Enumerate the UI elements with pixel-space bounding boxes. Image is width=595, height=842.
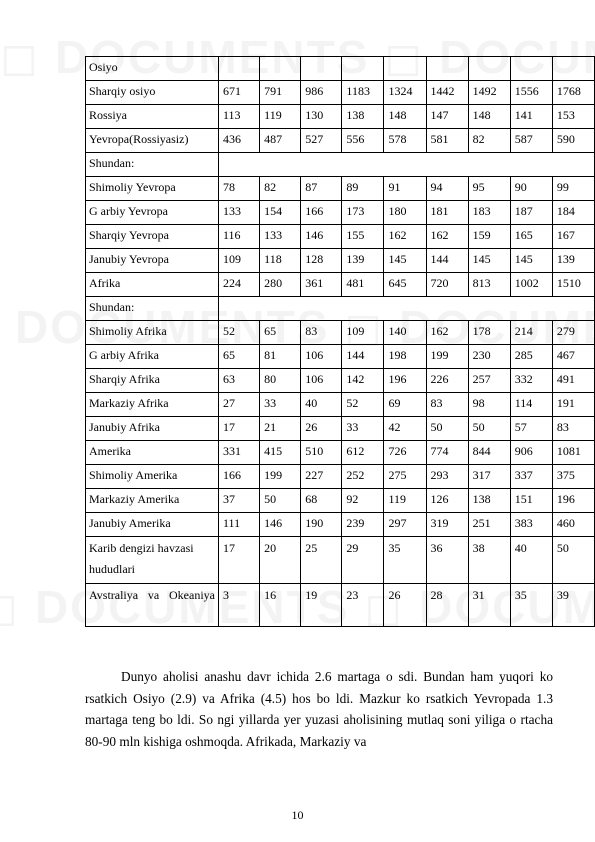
row-label: Osiyo: [86, 57, 219, 81]
span-cell: [219, 153, 595, 177]
table-cell: 57: [510, 417, 552, 441]
table-cell: 578: [384, 129, 426, 153]
body-paragraph: Dunyo aholisi anashu davr ichida 2.6 martaga o sdi. Bundan ham yuqori ko rsatkich Osiyo (2.9) va Afrika (4.5) hos bo ldi. Mazkur ko rsatkich Yevropada 1.3 martaga teng bo ldi. So ngi yillarda yer yuzasi aholisining mutlaq soni yiliga o rtacha 80-90 mln kishiga oshmoqda. Afrikada, Markaziy va: [85, 669, 553, 749]
table-cell: 27: [219, 393, 260, 417]
table-cell: 491: [552, 369, 594, 393]
table-cell: 37: [219, 489, 260, 513]
table-cell: 40: [301, 393, 342, 417]
table-row: [86, 81, 595, 105]
table-cell: 92: [342, 489, 384, 513]
table-cell: 581: [426, 129, 468, 153]
table-cell: 1510: [552, 273, 594, 297]
table-cell: 331: [219, 441, 260, 465]
table-cell: [468, 57, 510, 81]
table-cell: 180: [384, 201, 426, 225]
table-row: [86, 321, 595, 345]
row-label: Sharqiy osiyo: [86, 81, 219, 105]
table-cell: 21: [260, 417, 301, 441]
table-cell: 17: [219, 537, 260, 584]
table-cell: [260, 57, 301, 81]
table-row: [86, 273, 595, 297]
table-cell: 31: [468, 584, 510, 627]
table-cell: 83: [426, 393, 468, 417]
table-cell: 556: [342, 129, 384, 153]
table-cell: 361: [301, 273, 342, 297]
table-cell: 50: [468, 417, 510, 441]
table-row: [86, 441, 595, 465]
table-cell: 111: [219, 513, 260, 537]
table-cell: 140: [384, 321, 426, 345]
row-label: Avstraliya va Okeaniya: [86, 584, 219, 627]
table-cell: 145: [384, 249, 426, 273]
table-cell: 1324: [384, 81, 426, 105]
table-cell: 181: [426, 201, 468, 225]
table-cell: 29: [342, 537, 384, 584]
row-label: Shimoliy Amerika: [86, 465, 219, 489]
table-cell: 36: [426, 537, 468, 584]
table-cell: 187: [510, 201, 552, 225]
table-cell: 147: [426, 105, 468, 129]
table-cell: 28: [426, 584, 468, 627]
table-cell: 3: [219, 584, 260, 627]
table-cell: 106: [301, 369, 342, 393]
table-cell: 78: [219, 177, 260, 201]
table-cell: 196: [384, 369, 426, 393]
table-cell: 720: [426, 273, 468, 297]
table-cell: 587: [510, 129, 552, 153]
table-cell: 510: [301, 441, 342, 465]
table-cell: 415: [260, 441, 301, 465]
table-cell: 153: [552, 105, 594, 129]
table-cell: 52: [342, 393, 384, 417]
table-cell: 26: [384, 584, 426, 627]
table-cell: 906: [510, 441, 552, 465]
table-cell: 109: [342, 321, 384, 345]
row-label: Janubiy Yevropa: [86, 249, 219, 273]
row-label: Shimoliy Afrika: [86, 321, 219, 345]
table-cell: 148: [384, 105, 426, 129]
table-cell: 252: [342, 465, 384, 489]
table-cell: 590: [552, 129, 594, 153]
table-cell: 844: [468, 441, 510, 465]
row-label: Karib dengizi havzasi hududlari: [86, 537, 219, 584]
table-cell: 50: [426, 417, 468, 441]
table-row: [86, 417, 595, 441]
table-row: [86, 129, 595, 153]
table-cell: 109: [219, 249, 260, 273]
table-cell: 146: [260, 513, 301, 537]
span-cell: [219, 297, 595, 321]
table-cell: 230: [468, 345, 510, 369]
table-cell: 285: [510, 345, 552, 369]
table-cell: 275: [384, 465, 426, 489]
table-cell: 481: [342, 273, 384, 297]
table-cell: 98: [468, 393, 510, 417]
table-cell: 1556: [510, 81, 552, 105]
table-row: [86, 177, 595, 201]
table-cell: 155: [342, 225, 384, 249]
table-cell: 165: [510, 225, 552, 249]
table-cell: 68: [301, 489, 342, 513]
table-cell: 1492: [468, 81, 510, 105]
row-label: Shundan:: [86, 153, 219, 177]
table-cell: 279: [552, 321, 594, 345]
table-cell: 487: [260, 129, 301, 153]
table-cell: 191: [552, 393, 594, 417]
table-cell: 126: [426, 489, 468, 513]
table-cell: 38: [468, 537, 510, 584]
table-cell: 90: [510, 177, 552, 201]
table-cell: 726: [384, 441, 426, 465]
table-cell: 145: [468, 249, 510, 273]
table-cell: 460: [552, 513, 594, 537]
table-cell: [219, 57, 260, 81]
table-cell: 69: [384, 393, 426, 417]
table-cell: 198: [384, 345, 426, 369]
table-cell: 16: [260, 584, 301, 627]
row-label: Afrika: [86, 273, 219, 297]
row-label: Rossiya: [86, 105, 219, 129]
table-cell: 133: [219, 201, 260, 225]
table-cell: 82: [468, 129, 510, 153]
table-cell: 383: [510, 513, 552, 537]
table-row: [86, 393, 595, 417]
table-cell: 142: [342, 369, 384, 393]
table-cell: 1081: [552, 441, 594, 465]
row-label: G arbiy Afrika: [86, 345, 219, 369]
table-cell: 774: [426, 441, 468, 465]
table-cell: 154: [260, 201, 301, 225]
table-cell: [552, 57, 594, 81]
table-cell: 83: [301, 321, 342, 345]
table-cell: 199: [426, 345, 468, 369]
table-cell: 20: [260, 537, 301, 584]
table-cell: 138: [342, 105, 384, 129]
table-cell: 190: [301, 513, 342, 537]
table-row: [86, 465, 595, 489]
population-table: [85, 56, 595, 627]
table-row: [86, 513, 595, 537]
table-row: [86, 201, 595, 225]
table-cell: 133: [260, 225, 301, 249]
table-cell: 33: [260, 393, 301, 417]
table-row: [86, 153, 595, 177]
table-cell: 1768: [552, 81, 594, 105]
table-cell: 166: [301, 201, 342, 225]
page-number: 10: [291, 808, 304, 822]
table-cell: 297: [384, 513, 426, 537]
table-cell: 527: [301, 129, 342, 153]
table-cell: 52: [219, 321, 260, 345]
table-cell: 196: [552, 489, 594, 513]
table-cell: 91: [384, 177, 426, 201]
table-cell: 178: [468, 321, 510, 345]
row-label: G arbiy Yevropa: [86, 201, 219, 225]
table-row: [86, 105, 595, 129]
row-label: Sharqiy Yevropa: [86, 225, 219, 249]
table-cell: 50: [552, 537, 594, 584]
table-cell: 293: [426, 465, 468, 489]
table-cell: 26: [301, 417, 342, 441]
table-cell: 63: [219, 369, 260, 393]
table-cell: 1002: [510, 273, 552, 297]
table-cell: 139: [552, 249, 594, 273]
table-cell: 251: [468, 513, 510, 537]
table-cell: 214: [510, 321, 552, 345]
table-cell: 118: [260, 249, 301, 273]
table-cell: 337: [510, 465, 552, 489]
table-row: [86, 297, 595, 321]
table-cell: 162: [426, 225, 468, 249]
table-cell: 114: [510, 393, 552, 417]
table-cell: 173: [342, 201, 384, 225]
table-cell: 144: [426, 249, 468, 273]
table-cell: 17: [219, 417, 260, 441]
table-cell: 138: [468, 489, 510, 513]
table-cell: [301, 57, 342, 81]
table-cell: 280: [260, 273, 301, 297]
table-cell: 35: [510, 584, 552, 627]
table-cell: 87: [301, 177, 342, 201]
table-cell: 130: [301, 105, 342, 129]
table-cell: 166: [219, 465, 260, 489]
row-label: Amerika: [86, 441, 219, 465]
table-cell: 119: [384, 489, 426, 513]
table-cell: 39: [552, 584, 594, 627]
table-row: [86, 345, 595, 369]
table-cell: 986: [301, 81, 342, 105]
table-cell: 19: [301, 584, 342, 627]
table-row: [86, 584, 595, 627]
table-cell: 226: [426, 369, 468, 393]
table-cell: 95: [468, 177, 510, 201]
table-cell: 148: [468, 105, 510, 129]
table-cell: 317: [468, 465, 510, 489]
table-cell: 119: [260, 105, 301, 129]
table-cell: 467: [552, 345, 594, 369]
table-cell: 40: [510, 537, 552, 584]
table-cell: 1183: [342, 81, 384, 105]
table-cell: 144: [342, 345, 384, 369]
table-cell: 436: [219, 129, 260, 153]
table-cell: 94: [426, 177, 468, 201]
table-cell: 89: [342, 177, 384, 201]
table-cell: 80: [260, 369, 301, 393]
table-cell: 82: [260, 177, 301, 201]
table-cell: 159: [468, 225, 510, 249]
table-cell: 128: [301, 249, 342, 273]
row-label: Yevropa(Rossiyasiz): [86, 129, 219, 153]
table-cell: 81: [260, 345, 301, 369]
table-cell: 184: [552, 201, 594, 225]
table-row: [86, 489, 595, 513]
table-cell: 23: [342, 584, 384, 627]
table-cell: 671: [219, 81, 260, 105]
table-cell: 65: [260, 321, 301, 345]
table-cell: 167: [552, 225, 594, 249]
table-cell: 813: [468, 273, 510, 297]
table-cell: 332: [510, 369, 552, 393]
table-cell: 224: [219, 273, 260, 297]
table-row: [86, 369, 595, 393]
table-cell: 139: [342, 249, 384, 273]
table-cell: 116: [219, 225, 260, 249]
table-cell: [510, 57, 552, 81]
table-cell: 162: [426, 321, 468, 345]
table-cell: 319: [426, 513, 468, 537]
table-cell: 65: [219, 345, 260, 369]
row-label: Markaziy Afrika: [86, 393, 219, 417]
table-cell: [342, 57, 384, 81]
table-cell: 83: [552, 417, 594, 441]
table-cell: 106: [301, 345, 342, 369]
table-cell: 199: [260, 465, 301, 489]
table-cell: 1442: [426, 81, 468, 105]
table-row: [86, 57, 595, 81]
table-row: [86, 249, 595, 273]
row-label: Markaziy Amerika: [86, 489, 219, 513]
row-label: Shundan:: [86, 297, 219, 321]
table-cell: 35: [384, 537, 426, 584]
table-cell: 162: [384, 225, 426, 249]
table-cell: 99: [552, 177, 594, 201]
table-cell: 645: [384, 273, 426, 297]
table-cell: 612: [342, 441, 384, 465]
row-label: Janubiy Amerika: [86, 513, 219, 537]
table-cell: 146: [301, 225, 342, 249]
table-cell: [426, 57, 468, 81]
table-cell: 227: [301, 465, 342, 489]
table-cell: 141: [510, 105, 552, 129]
table-cell: 33: [342, 417, 384, 441]
table-row: [86, 537, 595, 584]
row-label: Shimoliy Yevropa: [86, 177, 219, 201]
row-label: Janubiy Afrika: [86, 417, 219, 441]
table-cell: 42: [384, 417, 426, 441]
table-cell: 50: [260, 489, 301, 513]
table-cell: 25: [301, 537, 342, 584]
table-cell: 151: [510, 489, 552, 513]
table-row: [86, 225, 595, 249]
row-label: Sharqiy Afrika: [86, 369, 219, 393]
table-cell: 375: [552, 465, 594, 489]
table-cell: 791: [260, 81, 301, 105]
table-cell: 183: [468, 201, 510, 225]
table-cell: 145: [510, 249, 552, 273]
table-cell: [384, 57, 426, 81]
table-cell: 239: [342, 513, 384, 537]
table-cell: 257: [468, 369, 510, 393]
table-cell: 113: [219, 105, 260, 129]
